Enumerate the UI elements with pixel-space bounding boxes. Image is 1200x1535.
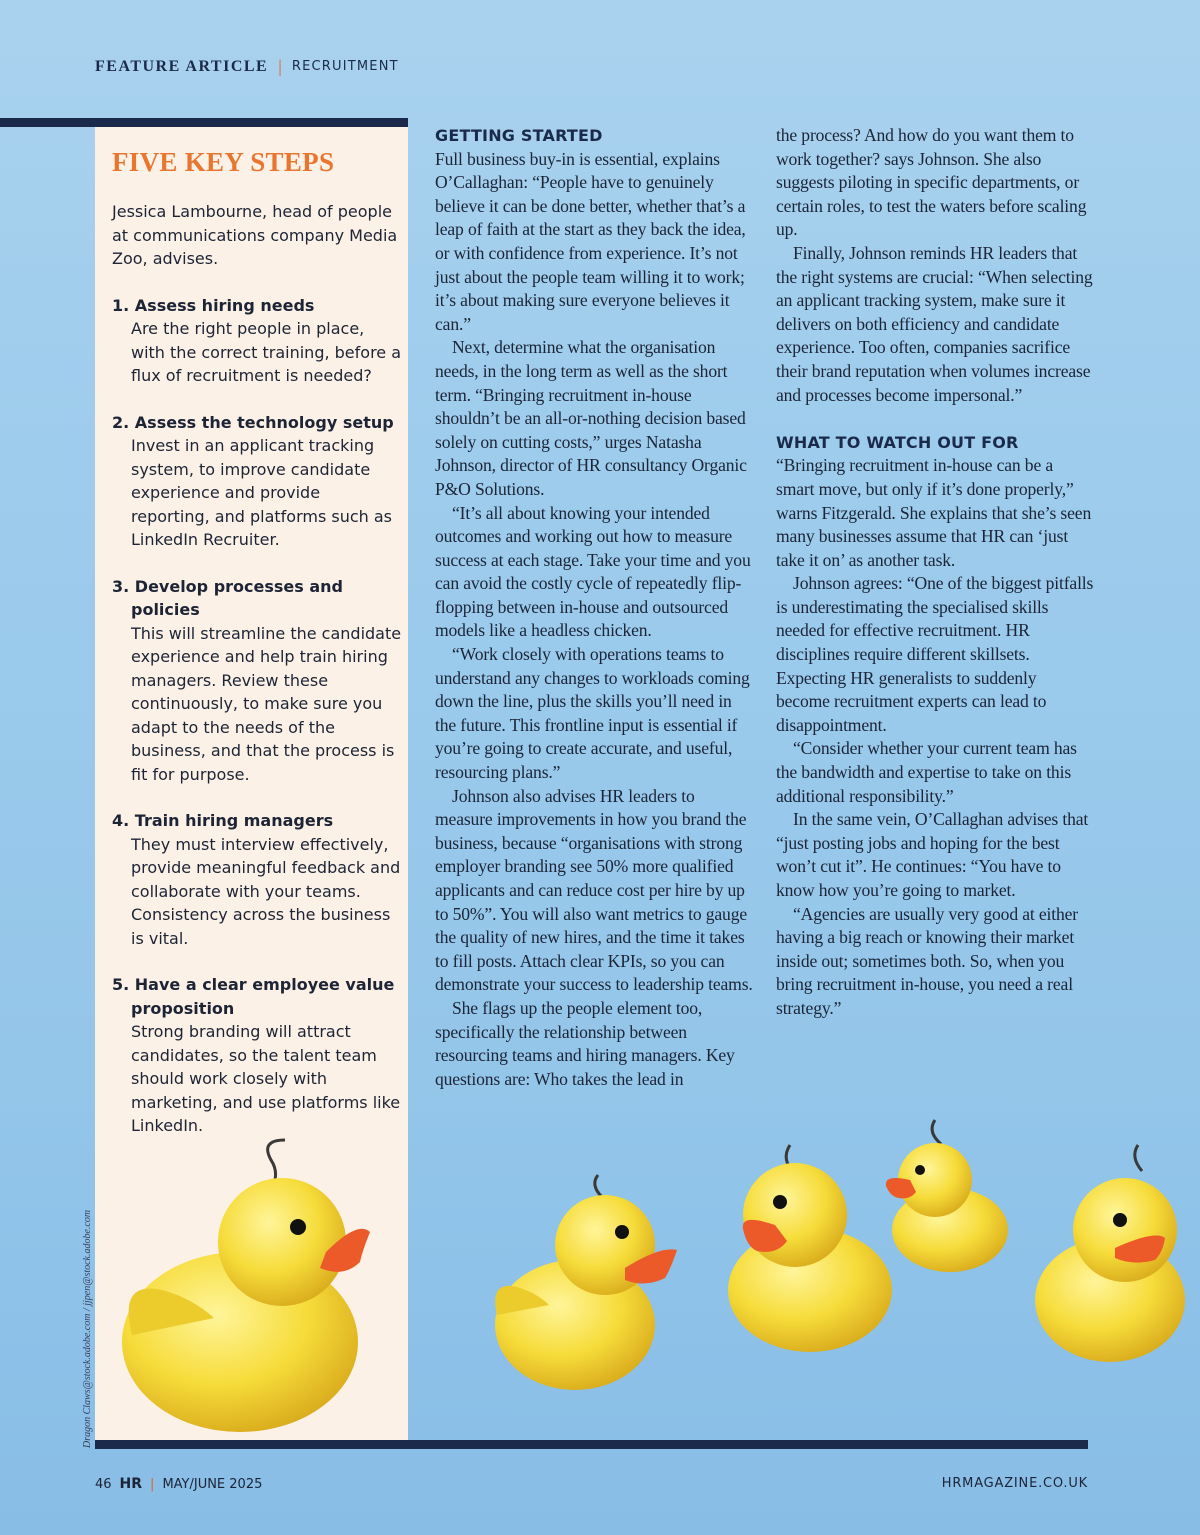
duck-3 [728, 1145, 892, 1352]
step-title: 3. Develop processes and policies [112, 576, 343, 619]
step-item [112, 294, 402, 388]
photo-credit: Dragon Claws@stock.adobe.com / jjpen@stock.adobe.com [82, 1209, 93, 1448]
step-title: 1. Assess hiring needs [112, 295, 315, 315]
step-title: 2. Assess the technology setup [112, 412, 394, 432]
section-label: FEATURE ARTICLE [95, 57, 269, 75]
paragraph: “Work closely with operations teams to understand any changes to workloads coming down the line, plus the skills you’ll need in the future. This frontline input is essential if you’re going to create accurate, and useful, resourcing plans.” [435, 644, 750, 783]
paragraph: In the same vein, O’Callaghan advises that “just posting jobs and hoping for the best won’t cut it”. He continues: “You have to know how you’re going to market. [776, 809, 1089, 900]
page-number: 46 [95, 1476, 112, 1492]
paragraph: Johnson agrees: “One of the biggest pitfalls is underestimating the specialised skills needed for effective recruitment. HR disciplines require different skillsets. Expecting HR generalists to suddenly become recruitment experts can lead to disappointment. [776, 573, 1094, 735]
subhead-getting-started: GETTING STARTED [435, 126, 603, 145]
issue-date: MAY/JUNE 2025 [162, 1476, 263, 1492]
duck-4 [886, 1120, 1008, 1272]
article-column-1 [435, 124, 753, 1091]
website-url: HRMAGAZINE.CO.UK [941, 1476, 1088, 1491]
step-item [112, 973, 402, 1138]
paragraph: Johnson also advises HR leaders to measure improvements in how you brand the business, because “organisations with strong employer branding see 50% more qualified applicants and can reduce cost per hire by up to 50%”. You will also want metrics to gauge the quality of new hires, and the time it takes to fill posts. Attach clear KPIs, so you can demonstrate your success to leadership teams. [435, 785, 753, 995]
duck-5 [1035, 1145, 1185, 1362]
step-body: Invest in an applicant tracking system, to improve candidate experience and provide reporting, and platforms such as LinkedIn Recruiter. [131, 436, 393, 549]
paragraph: Finally, Johnson reminds HR leaders that the right systems are crucial: “When selecting an applicant tracking system, make sure it delivers on both efficiency and candidate experience. Too often, companies sacrifice their brand reputation when volumes increase and processes become impersonal.” [776, 242, 1093, 405]
paragraph: Next, determine what the organisation needs, in the long term as well as the short term. “Bringing recruitment in-house shouldn’t be an all-or-nothing decision based solely on cutting costs,” urges Natasha Johnson, director of HR consultancy Organic P&O Solutions. [435, 337, 747, 499]
step-body: Strong branding will attract candidates, so the talent team should work closely with marketing, and use platforms like LinkedIn. [131, 1022, 401, 1135]
step-body: Are the right people in place, with the correct training, before a flux of recruitment is needed? [131, 319, 402, 385]
paragraph: “Agencies are usually very good at either having a big reach or knowing their market inside out; sometimes both. So, when you bring recruitment in-house, you need a real strategy.” [776, 903, 1079, 1018]
paragraph: She flags up the people element too, specifically the relationship between resourcing teams and hiring managers. Key questions are: Who takes the lead in [435, 997, 735, 1089]
step-title: 4. Train hiring managers [112, 811, 334, 830]
header-divider: | [278, 56, 282, 76]
paragraph: “Consider whether your current team has the bandwidth and expertise to take on this additional responsibility.” [776, 738, 1077, 806]
magazine-name: HR [119, 1476, 143, 1492]
paragraph: “Bringing recruitment in-house can be a smart move, but only if it’s done properly,” warns Fitzgerald. She explains that she’s seen many businesses assume that HR can ‘just take it on’ as another task. [776, 455, 1092, 570]
paragraph: the process? And how do you want them to work together? says Johnson. She also suggests piloting in specific departments, or certain roles, to test the waters before scaling up. [776, 125, 1087, 240]
paragraph: Full business buy-in is essential, explains O’Callaghan: “People have to genuinely believe it can be done better, whether that’s a leap of faith at the start as they back the idea, or with confidence from experience. It’s not just about the people team willing it to work; it’s about making sure everyone believes it can.” [435, 148, 746, 334]
page-header [95, 56, 399, 77]
step-item [112, 411, 402, 552]
step-title: 5. Have a clear employee value proposition [112, 975, 395, 1018]
sidebar-title: FIVE KEY STEPS [112, 147, 335, 177]
step-body: They must interview effectively, provide meaningful feedback and collaborate with your teams. Consistency across the business is vital. [131, 834, 401, 948]
five-key-steps-sidebar [95, 127, 408, 1440]
step-item [112, 575, 402, 787]
paragraph: “It’s all about knowing your intended outcomes and working out how to measure success at each stage. Take your time and you can avoid the costly cycle of repeatedly flip-flopping between in-house and outsourced models like a headless chicken. [435, 502, 751, 641]
duck-2 [495, 1175, 677, 1390]
sidebar-intro: Jessica Lambourne, head of people at communications company Media Zoo, advises. [112, 202, 398, 268]
top-rule [0, 118, 408, 127]
subhead-watch-out: WHAT TO WATCH OUT FOR [776, 432, 1019, 452]
category-label: RECRUITMENT [291, 59, 399, 74]
footer-divider: | [150, 1476, 155, 1492]
bottom-rule [95, 1440, 1088, 1449]
article-column-2 [776, 124, 1094, 1021]
step-item [112, 809, 402, 950]
step-body: This will streamline the candidate experience and help train hiring managers. Review these continuously, to make sure you adapt to the needs of the business, and that the process is fit for purpose. [131, 623, 402, 784]
footer-left [95, 1476, 262, 1492]
